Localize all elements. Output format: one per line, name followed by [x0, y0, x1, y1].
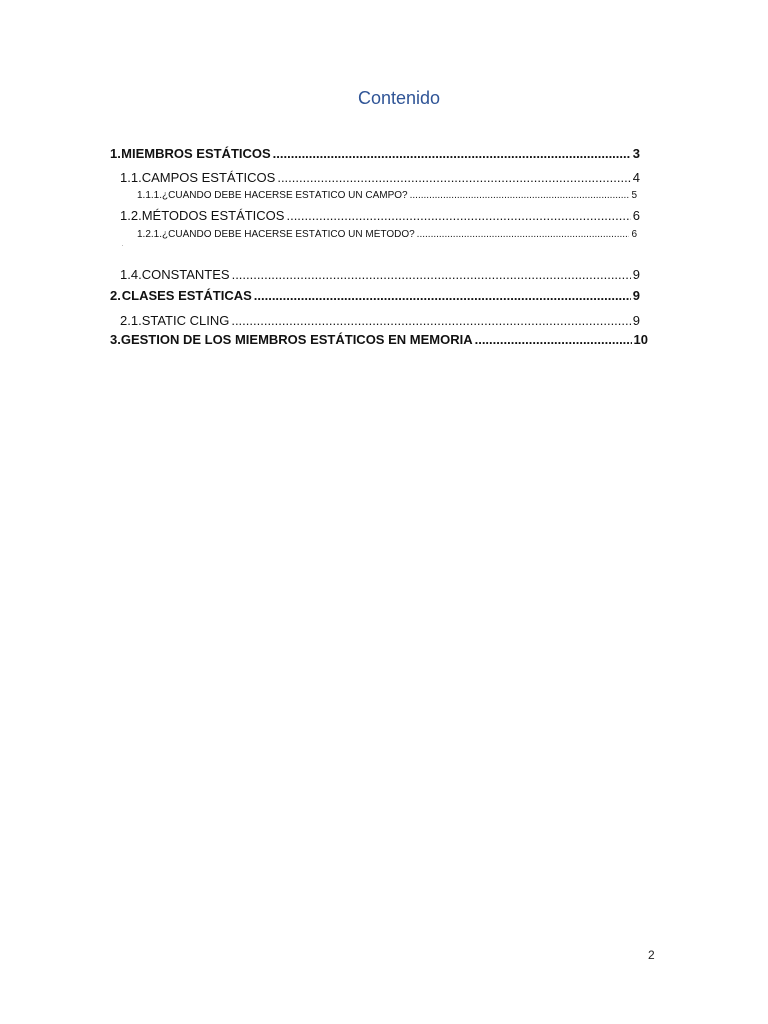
- toc-entry-page: 4: [632, 170, 640, 185]
- toc-dot-leader: [417, 229, 630, 240]
- toc-entry-page: 9: [632, 267, 640, 282]
- toc-heading-text: Contenido: [357, 88, 441, 108]
- toc-entry-page: 10: [633, 332, 648, 347]
- toc-dot-leader: [410, 190, 630, 201]
- toc-entry-number: 2.: [110, 288, 121, 303]
- toc-entry-campos-estaticos[interactable]: [120, 170, 640, 185]
- toc-entry-number: 3.: [110, 332, 121, 347]
- toc-entry-static-cling[interactable]: [120, 313, 640, 328]
- toc-entry-title: MIEMBROS ESTÁTICOS: [121, 146, 271, 161]
- toc-entry-number: 1.: [110, 146, 121, 161]
- toc-entry-title: ¿CUÁNDO DEBE HACERSE ESTÁTICO UN CAMPO?: [162, 190, 408, 201]
- toc-dot-leader: [232, 267, 631, 282]
- toc-entry-metodos-estaticos[interactable]: [120, 208, 640, 223]
- toc-entry-title: CLASES ESTÁTICAS: [121, 288, 252, 303]
- toc-entry-number: 1.4.: [120, 267, 142, 282]
- toc-entry-constantes[interactable]: [120, 267, 640, 282]
- toc-entry-number: 1.1.1.: [137, 190, 163, 201]
- toc-dot-leader: [231, 313, 630, 328]
- stray-mark: [122, 245, 123, 246]
- toc-entry-title: CAMPOS ESTÁTICOS: [141, 170, 276, 185]
- toc-entry-cuando-estatico-metodo[interactable]: [137, 229, 637, 240]
- toc-entry-miembros-estaticos[interactable]: [110, 146, 640, 161]
- toc-entry-title: GESTION DE LOS MIEMBROS ESTÁTICOS EN MEMORIA: [120, 332, 473, 347]
- toc-entry-number: 2.1.: [120, 313, 142, 328]
- toc-dot-leader: [277, 170, 630, 185]
- toc-entry-title: CONSTANTES: [141, 267, 230, 282]
- toc-dot-leader: [475, 332, 632, 347]
- toc-entry-page: 9: [632, 313, 640, 328]
- toc-entry-number: 1.1.: [120, 170, 142, 185]
- toc-entry-title: MÉTODOS ESTÁTICOS: [141, 208, 285, 223]
- toc-entry-page: 6: [632, 208, 640, 223]
- toc-entry-page: 6: [631, 229, 637, 240]
- toc-dot-leader: [273, 146, 631, 161]
- toc-dot-leader: [254, 288, 631, 303]
- page-number: 2: [648, 948, 655, 962]
- toc-entry-page: 3: [632, 146, 640, 161]
- toc-dot-leader: [286, 208, 630, 223]
- toc-heading: [0, 88, 768, 109]
- toc-entry-number: 1.2.: [120, 208, 142, 223]
- toc-entry-clases-estaticas[interactable]: [110, 288, 640, 303]
- toc-entry-number: 1.2.1.: [137, 229, 163, 240]
- toc-entry-page: 9: [632, 288, 640, 303]
- toc-entry-cuando-estatico-campo[interactable]: [137, 190, 637, 201]
- toc-entry-gestion-memoria[interactable]: [110, 332, 648, 347]
- toc-entry-title: STATIC CLING: [141, 313, 230, 328]
- toc-entry-page: 5: [631, 190, 637, 201]
- toc-entry-title: ¿CUÁNDO DEBE HACERSE ESTÁTICO UN MÉTODO?: [162, 229, 415, 240]
